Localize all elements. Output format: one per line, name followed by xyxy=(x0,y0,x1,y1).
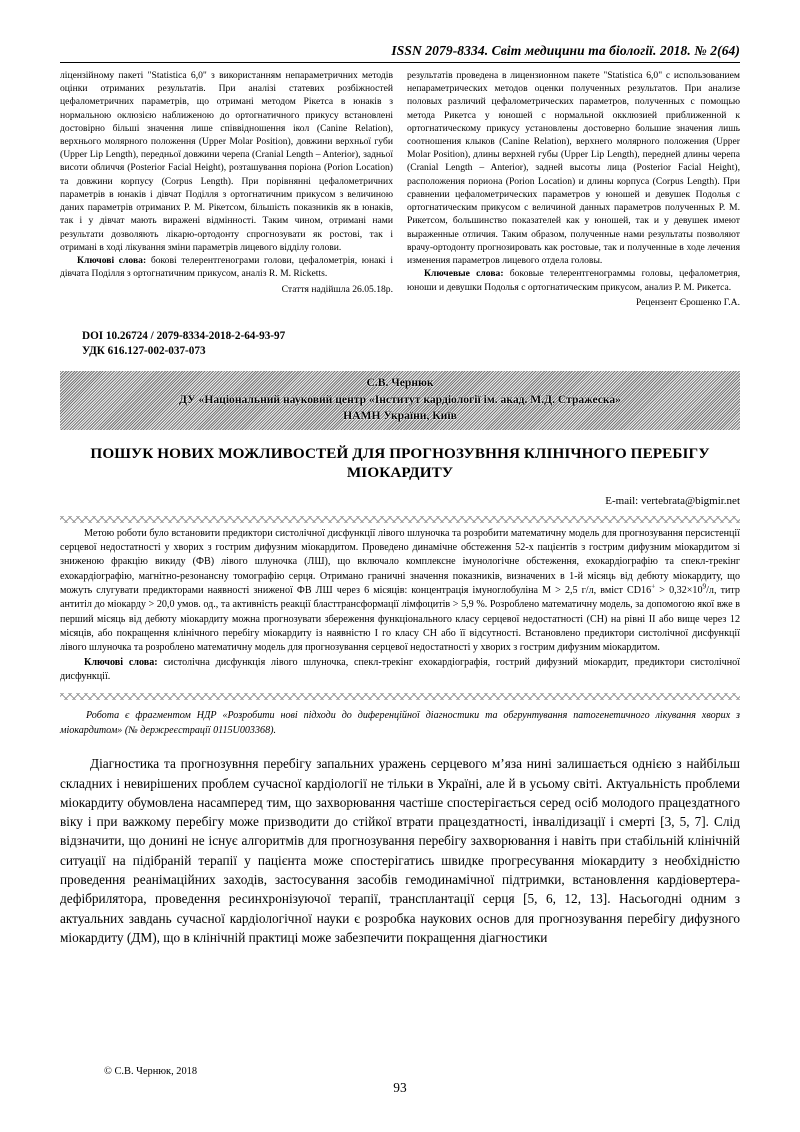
right-column xyxy=(407,69,740,309)
two-column-abstract-region xyxy=(60,69,740,309)
abstract-section xyxy=(60,527,740,685)
abstract-keywords-text: систолічна дисфункція лівого шлуночка, спекл-трекінг ехокардіографія, гострий дифузний міокардит, предиктори систолічної дисфункції. xyxy=(60,656,740,682)
udc-line: УДК 616.127-002-037-073 xyxy=(82,345,206,358)
affiliation-line-1: ДУ «Національний науковий центр «Інститут кардіології ім. акад. М.Д. Стражеска» xyxy=(179,392,621,406)
header-rule xyxy=(60,62,740,63)
left-keywords-text: бокові телерентгенограми голови, цефалометрія, юнакі і дівчата Поділля з ортогнатичним прикусом, аналіз R. M. Ricketts. xyxy=(60,255,393,280)
left-column xyxy=(60,69,393,296)
author-name: С.В. Чернюк xyxy=(366,376,434,390)
left-column-keywords xyxy=(60,254,393,280)
zigzag-separator-bottom xyxy=(60,693,740,700)
author-affiliation-band xyxy=(60,371,740,429)
body-paragraph: Діагностика та прогнозувння перебігу запальних уражень серцевого м’яза нині залишається однією з найбільш складних і невирішених проблем сучасної кардіології не тільки в Україні, але й в усьому світі. Актуальність проблеми міокардиту обумовлена насамперед тим, що захворювання частіше спостерігається серед осіб молодого працездатного віку і при важкому перебігу може призводити до стійкої втрати працездатності, інвалідизації і смерті [3, 5, 7]. Слід відзначити, що донині не існує алгоритмів для прогнозування перебігу захворювання і навіть при стабільній клінічній ситуації на підібраній терапії у пацієнта може спостерігатись швидке прогресування міокардиту з необхідністю проведення реанімаційних заходів, застосування засобів гемодинамічної підтримки, встановлення кардіовертера-дефібрилятора, проведення ресинхронізуючої терапії, трансплантації серця [5, 6, 12, 13]. Насьогодні одним з актуальних завдань сучасної кардіологічної науки є розробка наукових основ для прогнозування перебігу дифузного міокардиту (ДМ), що в клінічній практиці може забезпечити покращення діагностики xyxy=(60,756,740,945)
running-head: ISSN 2079-8334. Світ медицини та біології. 2018. № 2(64) xyxy=(391,43,740,58)
abstract-text-part-3: /л, титр антитіл до міокарду > 20,0 умов. од., та активність реакції бласттрансформації лімфоцитів > 5,9 %. Розроблено математичну модель, за допомогою якої вже в перший місяць від дебюту міокардиту можна прогнозувати збереження функціонального класу серцевої недостатності (СН) на рівні ІІ або вище через 12 місяців, або покращення клінічного перебігу міокардиту із наявністю І го класу СН або її відсутності. Встановлено предиктори систолічної дисфункції лівого шлуночка та розроблено математичну модель для прогнозування серцевої недостатності у хворих з гострим дифузним міокардитом. xyxy=(60,584,740,654)
copyright-line: © С.В. Чернюк, 2018 xyxy=(104,1066,198,1077)
right-column-keywords xyxy=(407,267,740,293)
abstract-superscript-nine: 9 xyxy=(702,582,707,591)
abstract-keywords xyxy=(60,656,740,685)
abstract-text-part-1: Метою роботи було встановити предиктори систолічної дисфункції лівого шлуночка та розробити математичну модель для прогнозування персистенції серцевої недостатності у хворих з гострим дифузним міокардитом. Проведено динамічне обстеження 52-х пацієнтів з гострим дифузним міокардитом зі зниженою фракцію викиду (ФВ) лівого шлуночка (ЛШ), що включало комплексне імунологічне обстеження, ехокардіографію та спекл-трекінг ехокардіографію, магнітно-резонансну томографію серця. Отримано граничні значення показників, визначених в 1-й місяць від дебюту міокардиту, що можуть слугувати предикторами наявності зниженої ФВ ЛШ через 6 місяців: концентрація імуноглобуліна М > 2,5 г/л, вміст CD16 xyxy=(60,527,740,596)
left-column-submission-note: Стаття надійшла 26.05.18р. xyxy=(281,283,393,295)
article-title: ПОШУК НОВИХ МОЖЛИВОСТЕЙ ДЛЯ ПРОГНОЗУВННЯ КЛІНІЧНОГО ПЕРЕБІГУ МІОКАРДИТУ xyxy=(90,444,710,482)
left-keywords-label: Ключові слова: xyxy=(77,255,147,267)
zigzag-separator-top xyxy=(60,516,740,523)
right-keywords-label: Ключевые слова: xyxy=(424,268,504,280)
right-column-paragraph: результатів проведена в лицензионном пакете "Statistica 6,0" с использованием непараметрических методов оценки полученных результатов. При анализе половых различий цефалометрических параметров, полученных с помощью метода Рикетса у юношей с нормальной окклюзией приближенной к ортогнатическому прикусу установлены достоверно большие значения лишь соотношения клыков (Canine Relation), верхнего молярного положения (Upper Molar Position), длины верхней губы (Upper Lip Length), передней длины черепа (Cranial Length – Anterior), задней высоты лица (Posterior Facial Height), расположения пориона (Porion Location) и длины корпуса (Corpus Length). При сравнении цефалометрических параметров у юношей и девушек Подолья с ортогнатическим прикусом с величиной данных параметров полученных Р. М. Рикетсом, большинство показателей как у юношей, так и у девушек имеют выраженные отличия. Таким образом, полученные нами результаты позволяют врачу-ортодонту прогнозировать как ростовые, так и полученные в ходе лечения изменения параметров лицевого отдела головы. xyxy=(407,69,740,267)
body-text-section xyxy=(60,754,740,947)
abstract-superscript-plus: + xyxy=(651,582,656,591)
right-column-reviewer-note: Рецензент Єрошенко Г.А. xyxy=(635,296,740,308)
page-footer xyxy=(60,1066,740,1096)
page-number: 93 xyxy=(393,1080,407,1095)
affiliation-line-2: НАМН України, Київ xyxy=(343,409,457,423)
abstract-paragraph xyxy=(60,527,740,656)
abstract-text-part-2: > 0,32×10 xyxy=(655,584,703,596)
right-keywords-text: боковые телерентгенограммы головы, цефалометрия, юноши и девушки Подолья с ортогнатическим прикусом, анализ Р. М. Рикетса. xyxy=(407,268,740,293)
doi-line: DOI 10.26724 / 2079-8334-2018-2-64-93-97 xyxy=(82,330,286,343)
contact-email: E-mail: vertebrata@bigmir.net xyxy=(605,494,740,507)
abstract-keywords-label: Ключові слова: xyxy=(84,656,158,668)
left-column-paragraph: ліцензійному пакеті "Statistica 6,0" з використанням непараметричних методів оцінки отриманих результатів. При аналізі статевих розбіжностей цефалометричних параметрів, що отримані методом Рікетса в юнаків з нормальною оклюзією наближеною до ортогнатичного прикусу встановлені достовірно більші значення лише співвідношення ікол (Canine Relation), верхнього молярного положення (Upper Molar Position), довжини верхньої губи (Upper Lip Length), передньої довжини черепа (Cranial Length – Anterior), задньої висоти обличчя (Posterior Facial Height), розташування поріона (Porion Location) та довжини корпусу (Corpus Length). При порівнянні цефалометричних параметрів в юнаків і дівчат Поділля з ортогнатичним прикусом з величиною даних параметрів отриманих Р. М. Рікетсом, більшість показників як в юнаків, так і у дівчат мають виражені відмінності. Таким чином, отримані нами результати дозволяють лікарю-ортодонту спрогнозувати як ростові, так і отримані в ході лікування зміни параметрів лицевого відділу голови. xyxy=(60,69,393,253)
doi-udc-block xyxy=(60,329,740,359)
funding-note: Робота є фрагментом НДР «Розробити нові підходи до диференційної діагностики та обгрунтування патогенетичного лікування хворих з міокардитом» (№ держреєстрації 0115U003368). xyxy=(60,710,740,736)
